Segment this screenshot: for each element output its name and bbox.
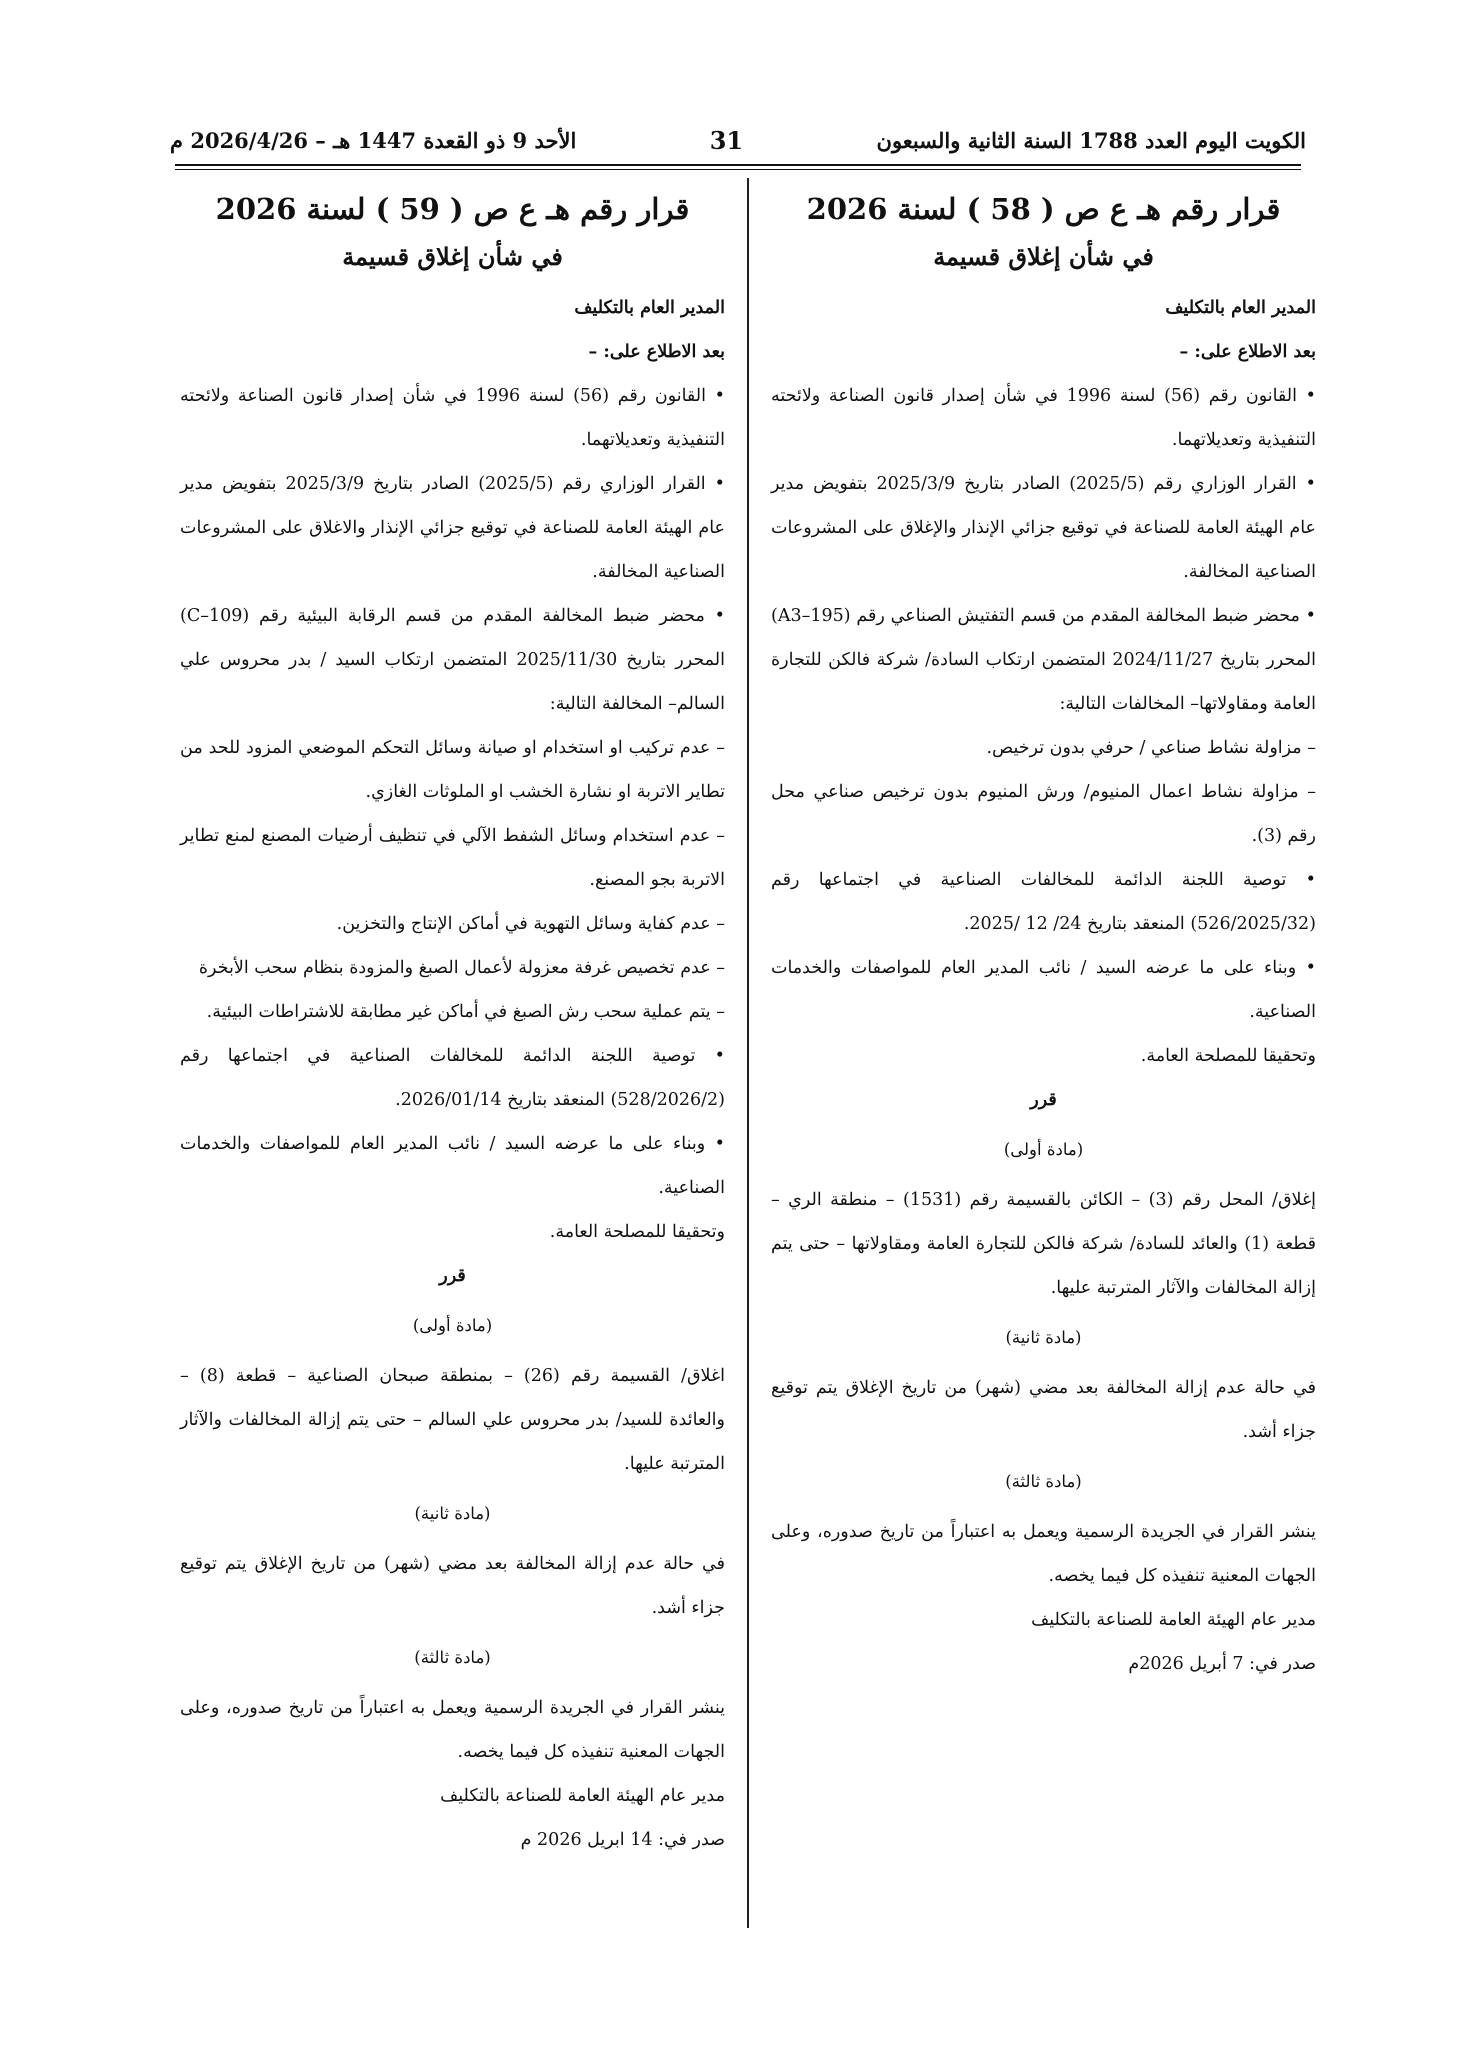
decision-59-issued-date: صدر في: 14 ابريل 2026 م <box>520 1830 725 1850</box>
decision-59-column <box>180 180 725 1862</box>
decision-59-violation-4: – عدم تخصيص غرفة معزولة لأعمال الصبغ والمزودة بنظام سحب الأبخرة <box>198 958 725 978</box>
decision-59-issuer: المدير العام بالتكليف <box>574 298 725 318</box>
decision-59-violation-5: – يتم عملية سحب رش الصبغ في أماكن غير مطابقة للاشتراطات البيئية. <box>206 1002 725 1022</box>
page-number: 31 <box>709 125 744 155</box>
decision-59-subtitle: في شأن إغلاق قسيمة <box>342 242 563 271</box>
decision-58-item-2: • القرار الوزاري رقم (2025/5) الصادر بتاريخ 2025/3/9 بتفويض مدير عام الهيئة العامة للصناعة في توقيع جزائي الإنذار والإغلاق على المشروعات الصناعية المخالفة. <box>771 474 1316 582</box>
decision-58-column <box>771 180 1316 1686</box>
decision-58-article-2-text: في حالة عدم إزالة المخالفة بعد مضي (شهر) من تاريخ الإغلاق يتم توقيع جزاء أشد. <box>771 1378 1316 1442</box>
decision-58-article-1-heading: (مادة أولى) <box>1003 1140 1084 1159</box>
header-rule-thin <box>175 169 1301 170</box>
decision-58-signature: مدير عام الهيئة العامة للصناعة بالتكليف <box>1031 1610 1316 1630</box>
decision-59-public-interest: وتحقيقا للمصلحة العامة. <box>549 1222 725 1242</box>
decision-59-after-review: بعد الاطلاع على: – <box>588 342 725 362</box>
column-divider <box>747 178 749 1928</box>
decision-59-article-3-heading: (مادة ثالثة) <box>414 1648 491 1667</box>
decision-59-article-2-text: في حالة عدم إزالة المخالفة بعد مضي (شهر) من تاريخ الإغلاق يتم توقيع جزاء أشد. <box>180 1554 725 1618</box>
decision-58-item-1: • القانون رقم (56) لسنة 1996 في شأن إصدار قانون الصناعة ولائحته التنفيذية وتعديلاتهما. <box>771 386 1316 450</box>
decision-58-title: قرار رقم هـ ع ص ( 58 ) لسنة 2026 <box>806 192 1281 226</box>
decision-59-item-1: • القانون رقم (56) لسنة 1996 في شأن إصدار قانون الصناعة ولائحته التنفيذية وتعديلاتهما. <box>180 386 725 450</box>
decision-59-article-3-text: ينشر القرار في الجريدة الرسمية ويعمل به اعتباراً من تاريخ صدوره، وعلى الجهات المعنية تنفيذه كل فيما يخصه. <box>180 1698 725 1762</box>
decision-59-signature: مدير عام الهيئة العامة للصناعة بالتكليف <box>440 1786 725 1806</box>
decision-59-title: قرار رقم هـ ع ص ( 59 ) لسنة 2026 <box>215 192 690 226</box>
decision-58-article-3-text: ينشر القرار في الجريدة الرسمية ويعمل به اعتباراً من تاريخ صدوره، وعلى الجهات المعنية تنفيذه كل فيما يخصه. <box>771 1522 1316 1586</box>
decision-59-article-1-heading: (مادة أولى) <box>412 1316 493 1335</box>
decision-58-item-3: • محضر ضبط المخالفة المقدم من قسم التفتيش الصناعي رقم (A3–195) المحرر بتاريخ 2024/11/27 المتضمن ارتكاب السادة/ شركة فالكن للتجارة العامة ومقاولاتها– المخالفات التالية: <box>771 606 1316 714</box>
decision-58-violation-1: – مزاولة نشاط صناعي / حرفي بدون ترخيص. <box>986 738 1316 758</box>
decision-58-public-interest: وتحقيقا للمصلحة العامة. <box>1140 1046 1316 1066</box>
decision-59-article-1-text: اغلاق/ القسيمة رقم (26) – بمنطقة صبحان الصناعية – قطعة (8) – والعائدة للسيد/ بدر محروس علي السالم – حتى يتم إزالة المخالفات والآثار المترتبة عليها. <box>180 1366 725 1474</box>
decision-58-subtitle: في شأن إغلاق قسيمة <box>933 242 1154 271</box>
decision-58-decided: قرر <box>1030 1090 1057 1110</box>
header-issue-info: الكويت اليوم العدد 1788 السنة الثانية والسبعون <box>876 127 1306 153</box>
page-header <box>170 122 1306 158</box>
decision-59-decided: قرر <box>439 1266 466 1286</box>
decision-59-violation-3: – عدم كفاية وسائل التهوية في أماكن الإنتاج والتخزين. <box>336 914 725 934</box>
decision-58-item-5: • وبناء على ما عرضه السيد / نائب المدير العام للمواصفات والخدمات الصناعية. <box>771 958 1316 1022</box>
decision-59-item-3: • محضر ضبط المخالفة المقدم من قسم الرقابة البيئية رقم (C–109) المحرر بتاريخ 2025/11/30 المتضمن ارتكاب السيد / بدر محروس علي السالم– المخالفة التالية: <box>180 606 725 714</box>
header-rule <box>175 164 1301 166</box>
decision-58-article-3-heading: (مادة ثالثة) <box>1005 1472 1082 1491</box>
decision-58-issued-date: صدر في: 7 أبريل 2026م <box>1128 1654 1316 1674</box>
decision-59-article-2-heading: (مادة ثانية) <box>414 1504 491 1523</box>
decision-58-after-review: بعد الاطلاع على: – <box>1179 342 1316 362</box>
decision-58-issuer: المدير العام بالتكليف <box>1165 298 1316 318</box>
header-date: الأحد 9 ذو القعدة 1447 هـ – 2026/4/26 م <box>170 127 577 153</box>
decision-59-violation-1: – عدم تركيب او استخدام او صيانة وسائل التحكم الموضعي المزود للحد من تطاير الاتربة او نشارة الخشب او الملوثات الغازي. <box>180 738 725 802</box>
decision-59-item-2: • القرار الوزاري رقم (2025/5) الصادر بتاريخ 2025/3/9 بتفويض مدير عام الهيئة العامة للصناعة في توقيع جزائي الإنذار والاغلاق على المشروعات الصناعية المخالفة. <box>180 474 725 582</box>
decision-58-item-4: • توصية اللجنة الدائمة للمخالفات الصناعية في اجتماعها رقم (526/2025/32) المنعقد بتاريخ 24/ 12 /2025. <box>771 870 1316 934</box>
decision-58-article-2-heading: (مادة ثانية) <box>1005 1328 1082 1347</box>
decision-58-violation-2: – مزاولة نشاط اعمال المنيوم/ ورش المنيوم بدون ترخيص صناعي محل رقم (3). <box>771 782 1316 846</box>
decision-59-item-5: • وبناء على ما عرضه السيد / نائب المدير العام للمواصفات والخدمات الصناعية. <box>180 1134 725 1198</box>
decision-59-violation-2: – عدم استخدام وسائل الشفط الآلي في تنظيف أرضيات المصنع لمنع تطاير الاتربة بجو المصنع. <box>180 826 725 890</box>
decision-59-item-4: • توصية اللجنة الدائمة للمخالفات الصناعية في اجتماعها رقم (528/2026/2) المنعقد بتاريخ 2026/01/14. <box>180 1046 725 1110</box>
decision-58-article-1-text: إغلاق/ المحل رقم (3) – الكائن بالقسيمة رقم (1531) – منطقة الري – قطعة (1) والعائد للسادة/ شركة فالكن للتجارة العامة ومقاولاتها – حتى يتم إزالة المخالفات والآثار المترتبة عليها. <box>771 1190 1317 1298</box>
